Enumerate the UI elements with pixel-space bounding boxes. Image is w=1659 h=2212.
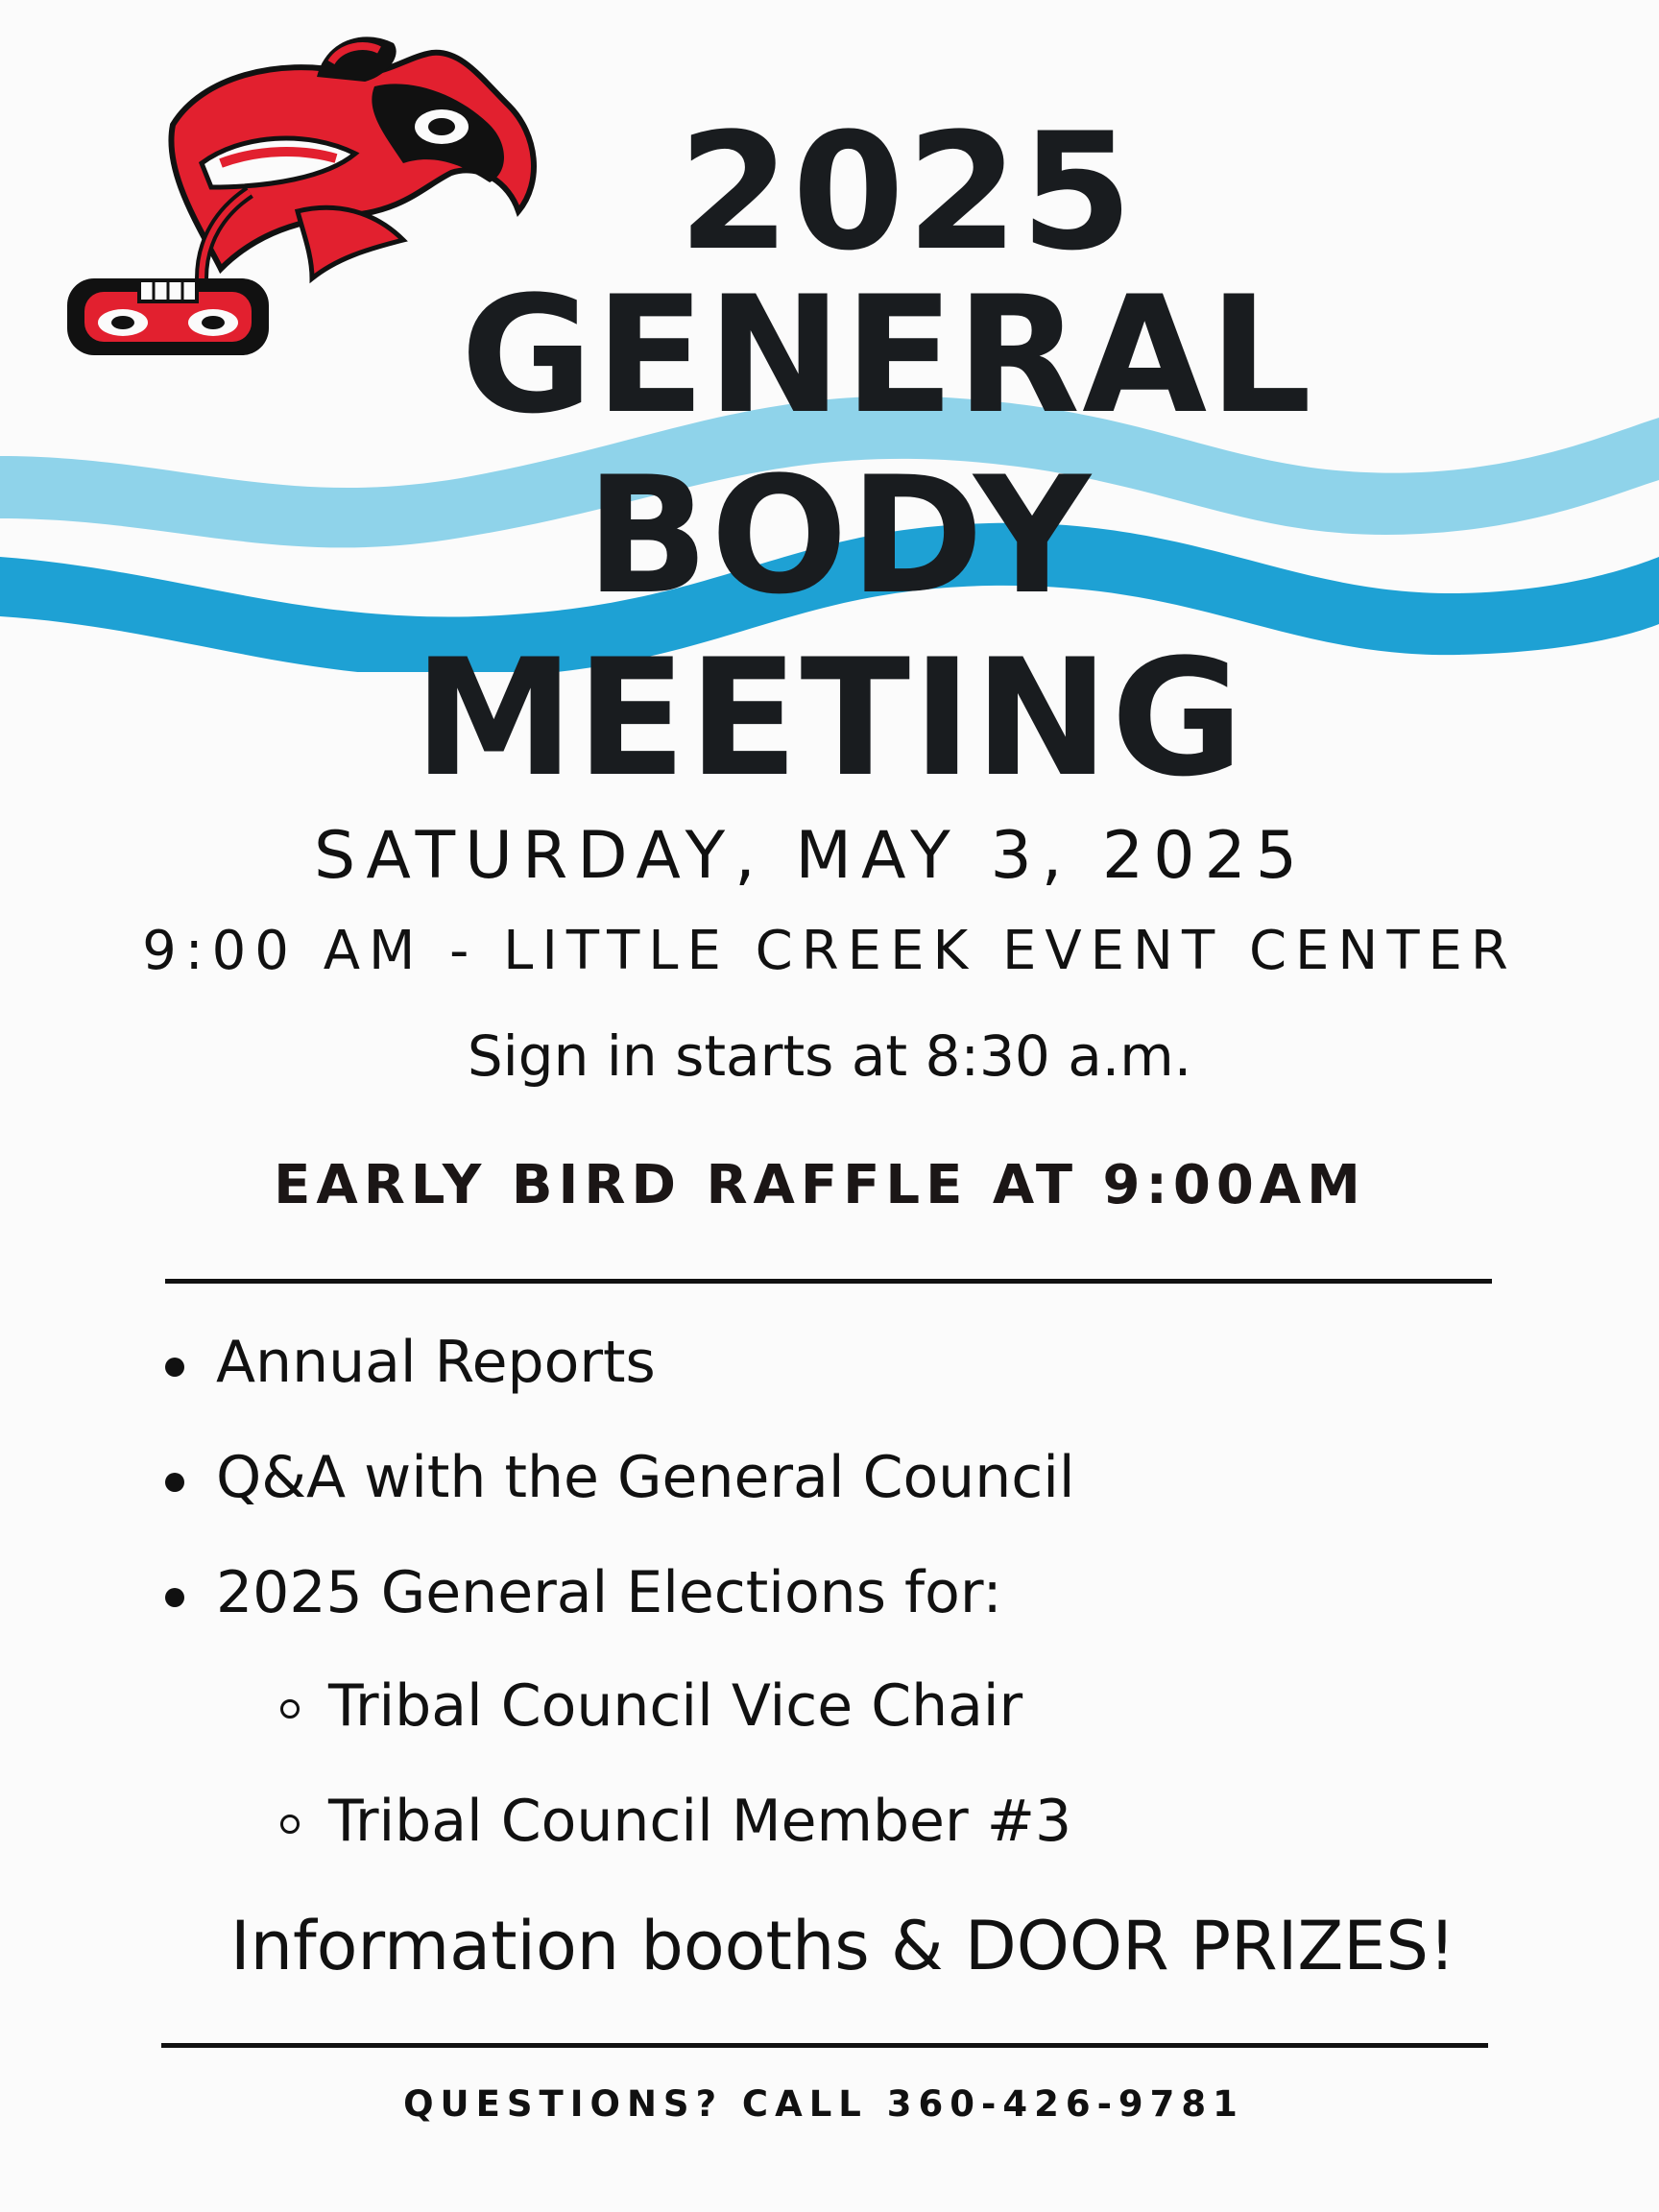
- divider-top: [165, 1279, 1492, 1284]
- divider-bottom: [161, 2043, 1488, 2048]
- title-body: BODY: [586, 442, 1093, 630]
- sign-in-time: Sign in starts at 8:30 a.m.: [467, 1023, 1192, 1089]
- agenda-item: Annual Reports: [216, 1329, 656, 1396]
- event-time-location: 9:00 AM - LITTLE CREEK EVENT CENTER: [142, 920, 1517, 982]
- agenda-sub-item: Tribal Council Member #3: [328, 1788, 1072, 1855]
- contact-info: QUESTIONS? CALL 360-426-9781: [403, 2083, 1244, 2125]
- sub-bullet-icon: [280, 1699, 300, 1719]
- agenda-item: 2025 General Elections for:: [216, 1559, 1002, 1626]
- event-date: SATURDAY, MAY 3, 2025: [313, 818, 1307, 894]
- extras-text: Information booths & DOOR PRIZES!: [229, 1907, 1456, 1985]
- title-year: 2025: [678, 98, 1135, 286]
- bullet-icon: [165, 1473, 184, 1492]
- bullet-icon: [165, 1358, 184, 1377]
- title-general: GENERAL: [460, 261, 1314, 449]
- agenda-item: Q&A with the General Council: [216, 1444, 1075, 1511]
- title-meeting: MEETING: [413, 624, 1246, 812]
- sub-bullet-icon: [280, 1815, 300, 1834]
- raffle-notice: EARLY BIRD RAFFLE AT 9:00AM: [274, 1154, 1366, 1216]
- agenda-sub-item: Tribal Council Vice Chair: [328, 1672, 1023, 1740]
- bullet-icon: [165, 1588, 184, 1607]
